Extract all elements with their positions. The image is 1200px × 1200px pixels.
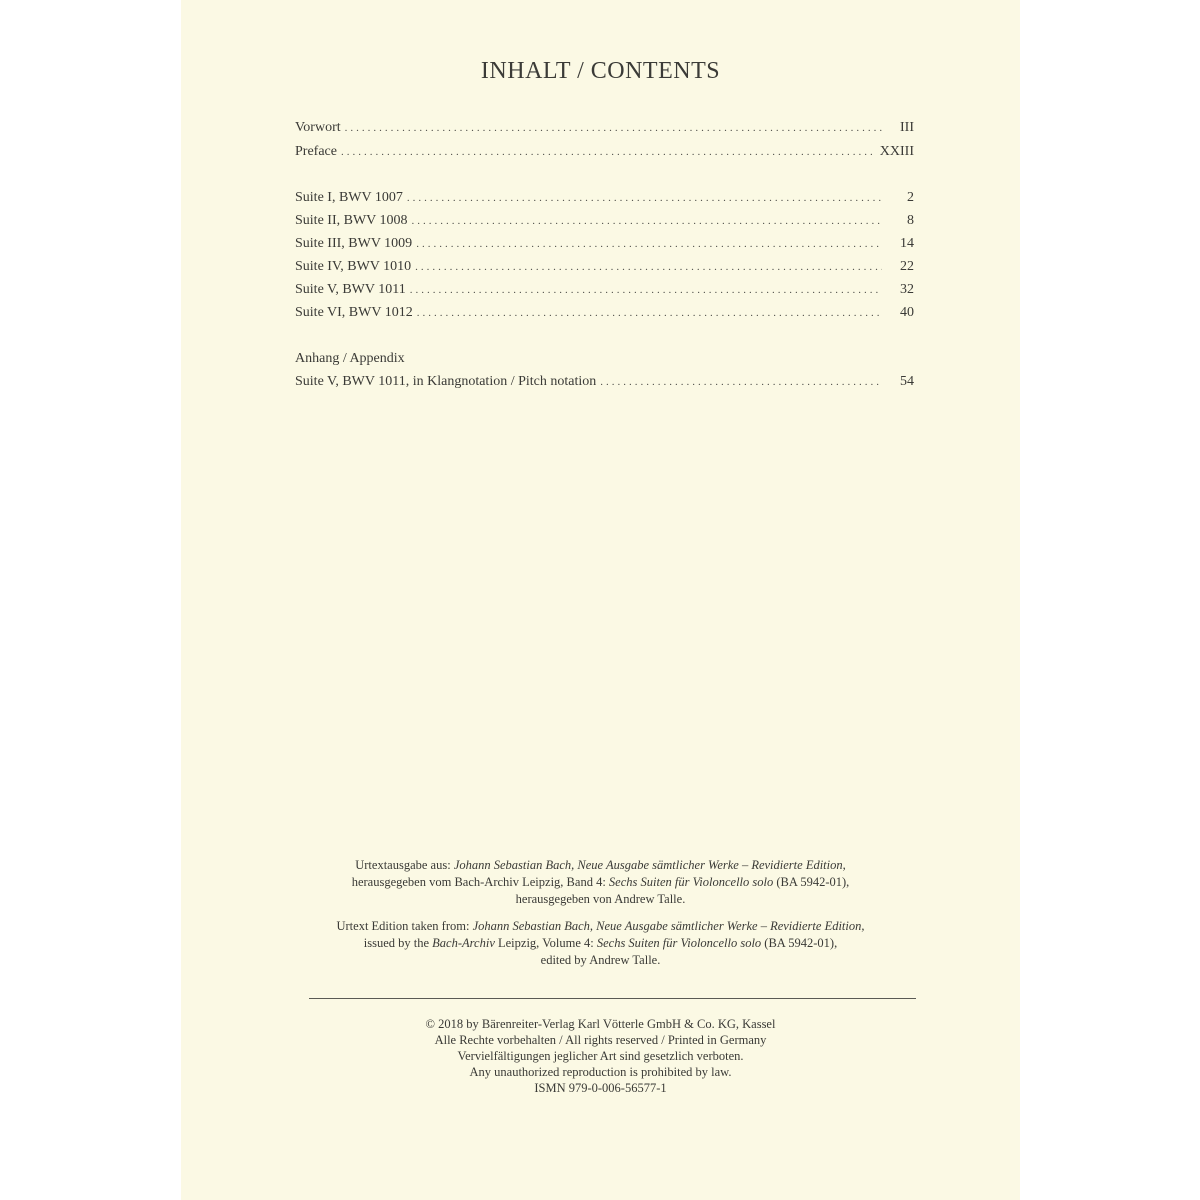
note-italic-text: Bach-Archiv	[432, 936, 495, 950]
divider-rule	[309, 998, 916, 999]
toc-entry-label: Suite II, BWV 1008	[295, 213, 408, 228]
note-italic-title: Sechs Suiten für Violoncello solo	[608, 875, 774, 889]
note-text: Urtextausgabe aus:	[355, 858, 454, 872]
copyright-line: © 2018 by Bärenreiter-Verlag Karl Vötterle GmbH & Co. KG, Kassel	[425, 1017, 776, 1031]
note-text: herausgegeben vom Bach-Archiv Leipzig, Band 4:	[351, 875, 609, 889]
note-line	[221, 935, 980, 952]
note-text: Urtext Edition taken from:	[336, 919, 473, 933]
dot-leader	[600, 372, 882, 392]
toc-entry-suite-3[interactable]	[295, 234, 914, 254]
dot-leader	[345, 118, 882, 138]
toc-entry-label: Suite III, BWV 1009	[295, 236, 413, 251]
note-text: (BA 5942-01),	[773, 875, 850, 889]
dot-leader	[341, 142, 876, 162]
dot-leader	[416, 234, 882, 254]
toc-entry-label: Suite I, BWV 1007	[295, 190, 403, 205]
note-italic-title: Sechs Suiten für Violoncello solo	[596, 936, 762, 950]
toc-entry-page: 40	[900, 305, 914, 320]
toc-entry-label: Suite V, BWV 1011	[295, 282, 406, 297]
note-line: herausgegeben von Andrew Talle.	[515, 892, 686, 906]
reproduction-en-line: Any unauthorized reproduction is prohibited by law.	[469, 1065, 732, 1079]
toc-entry-appendix-suite-5[interactable]	[295, 372, 914, 392]
appendix-heading: Anhang / Appendix	[295, 351, 405, 366]
copyright-block	[221, 1016, 980, 1096]
dot-leader	[412, 211, 882, 231]
toc-entry-suite-1[interactable]	[295, 188, 914, 208]
dot-leader	[410, 280, 882, 300]
toc-entry-label: Suite VI, BWV 1012	[295, 305, 413, 320]
toc-entry-page: 54	[900, 374, 914, 389]
note-line: edited by Andrew Talle.	[540, 953, 661, 967]
dot-leader	[407, 188, 882, 208]
urtext-note-english	[221, 918, 980, 969]
note-italic-title: Johann Sebastian Bach, Neue Ausgabe sämtlicher Werke – Revidierte Edition,	[453, 858, 846, 872]
page-title: INHALT / CONTENTS	[480, 58, 721, 84]
toc-entry-label: Preface	[295, 144, 337, 159]
toc-entry-suite-2[interactable]	[295, 211, 914, 231]
toc-entry-page: 2	[907, 190, 914, 205]
toc-entry-preface[interactable]	[295, 142, 914, 162]
urtext-note-german	[221, 857, 980, 908]
note-text: Leipzig, Volume 4:	[494, 936, 597, 950]
toc-entry-label: Suite IV, BWV 1010	[295, 259, 412, 274]
toc-entry-page: XXIII	[879, 144, 914, 159]
note-line	[221, 874, 980, 891]
note-text: issued by the	[363, 936, 433, 950]
dot-leader	[417, 303, 882, 323]
toc-entry-page: 14	[900, 236, 914, 251]
toc-entry-suite-4[interactable]	[295, 257, 914, 277]
toc-entry-suite-6[interactable]	[295, 303, 914, 323]
toc-entry-vorwort[interactable]	[295, 118, 914, 138]
toc-entry-suite-5[interactable]	[295, 280, 914, 300]
reproduction-de-line: Vervielfältigungen jeglicher Art sind gesetzlich verboten.	[457, 1049, 744, 1063]
toc-entry-page: 22	[900, 259, 914, 274]
toc-entry-page: III	[900, 120, 914, 135]
toc-entry-label: Vorwort	[295, 120, 341, 135]
toc-entry-page: 32	[900, 282, 914, 297]
note-text: (BA 5942-01),	[761, 936, 838, 950]
note-line	[221, 918, 980, 935]
note-italic-title: Johann Sebastian Bach, Neue Ausgabe sämtlicher Werke – Revidierte Edition,	[472, 919, 865, 933]
rights-line: Alle Rechte vorbehalten / All rights reserved / Printed in Germany	[434, 1033, 767, 1047]
dot-leader	[415, 257, 882, 277]
ismn-line: ISMN 979-0-006-56577-1	[534, 1081, 667, 1095]
book-page	[181, 0, 1020, 1200]
toc-entry-page: 8	[907, 213, 914, 228]
toc-entry-label: Suite V, BWV 1011, in Klangnotation / Pitch notation	[295, 374, 597, 389]
note-line	[221, 857, 980, 874]
